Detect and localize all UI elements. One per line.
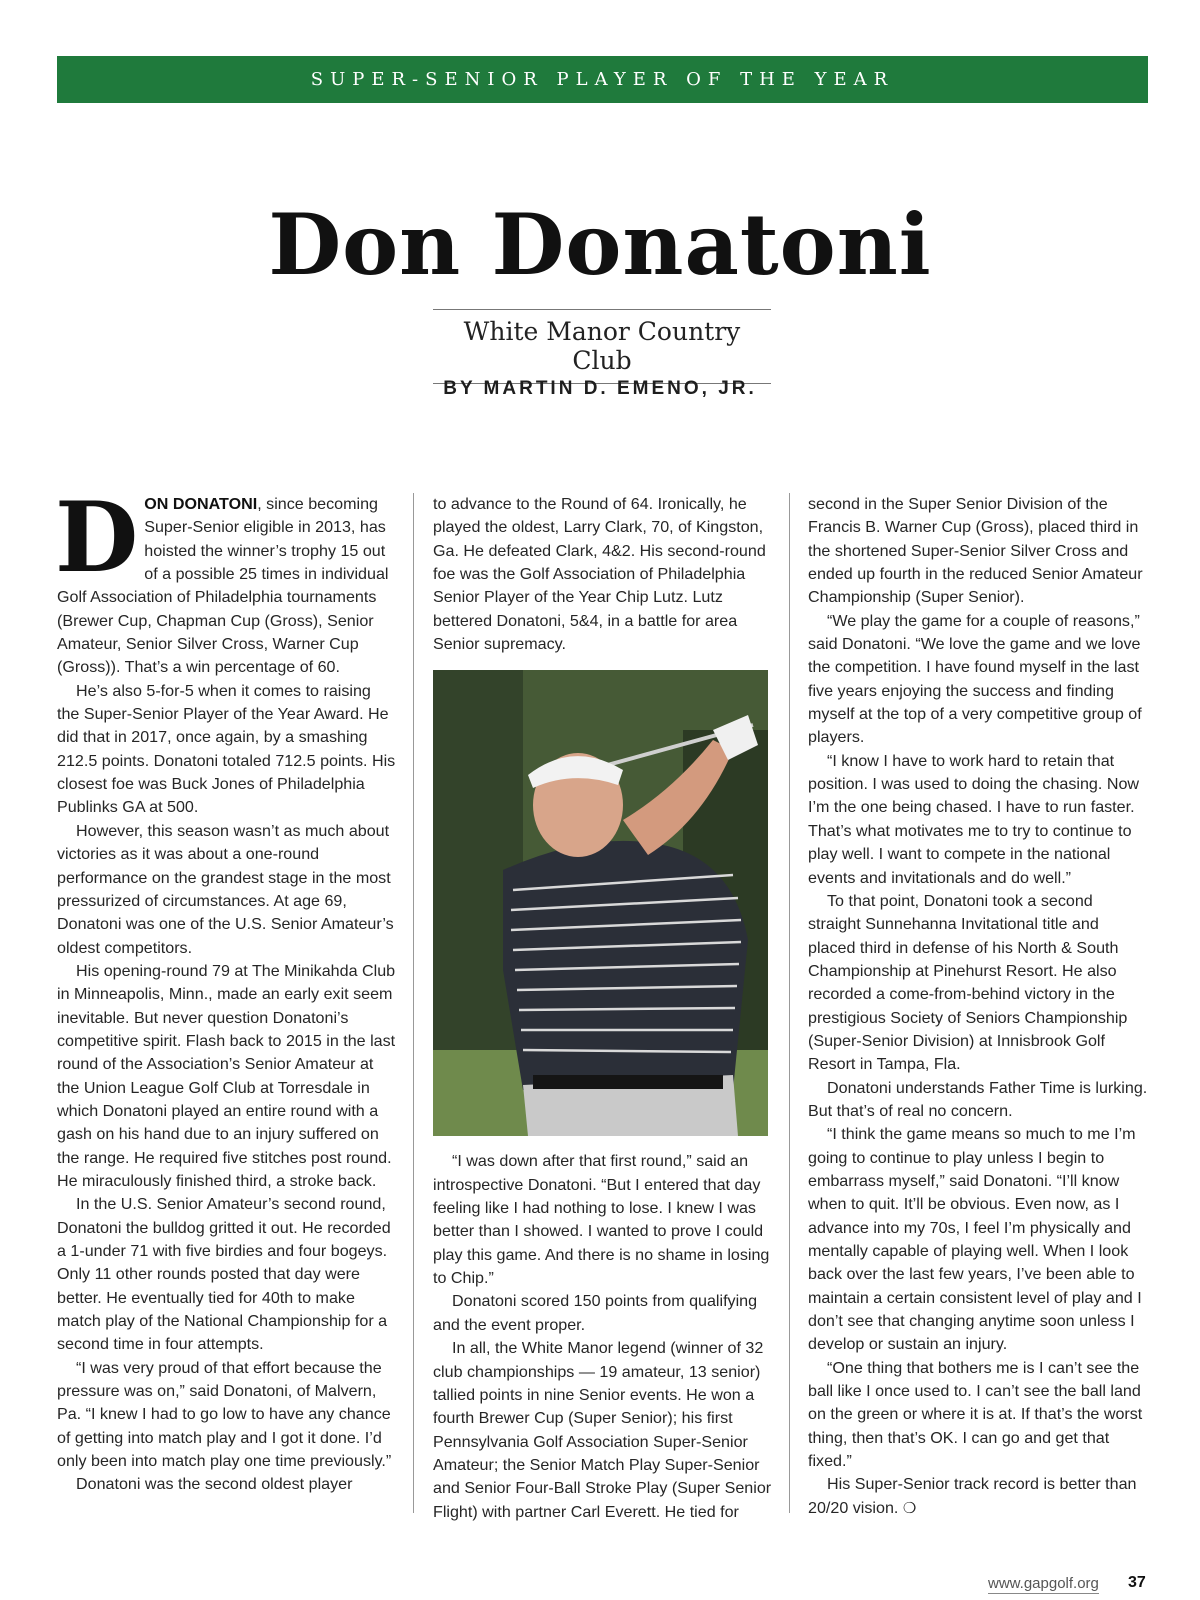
column-divider-2	[789, 493, 790, 1513]
drop-cap: D	[55, 481, 139, 594]
website-link[interactable]: www.gapgolf.org	[988, 1575, 1099, 1592]
section-banner-text: SUPER-SENIOR PLAYER OF THE YEAR	[310, 69, 895, 90]
article-column-1	[55, 481, 397, 1497]
paragraph: Donatoni scored 150 points from qualifying and the event proper.	[433, 1292, 758, 1334]
paragraph: “I was down after that first round,” said an introspective Donatoni. “But I entered that day feeling like I had nothing to lose. I knew I was better than I showed. I wanted to prove I could play this game. And there is no shame in losing to Chip.”	[433, 1152, 770, 1288]
section-banner	[57, 56, 1148, 103]
paragraph: Donatoni was the second oldest player	[76, 1475, 353, 1494]
paragraph: second in the Super Senior Division of the Francis B. Warner Cup (Gross), placed third in the shortened Super-Senior Silver Cross and ended up fourth in the reduced Senior Amateur Championship (Super Senior).	[808, 495, 1143, 607]
paragraph: In all, the White Manor legend (winner of 32 club championships — 19 amateur, 13 senior) tallied points in nine Senior events. He won a fourth Brewer Cup (Super Senior); his first Pennsylvania Golf Association Super-Senior Amateur; the Senior Match Play Super-Senior and Senior Four-Ball Stroke Play (Super Senior Flight) with partner Carl Everett. He tied for	[433, 1339, 772, 1521]
article-title: Don Donatoni	[268, 195, 932, 294]
byline: BY MARTIN D. EMENO, JR.	[443, 378, 757, 399]
paragraph: “One thing that bothers me is I can’t see the ball like I once used to. I can’t see the ball land on the green or where it is at. If that’s the worst thing, then that’s OK. I can go and get that fixed.”	[808, 1358, 1143, 1471]
paragraph: “We play the game for a couple of reasons,” said Donatoni. “We love the game and we love the competition. I have found myself in the last five years enjoying the success and finding myself at the top of a very competitive group of players.	[808, 611, 1142, 747]
paragraph	[55, 481, 397, 680]
club-subtitle: White Manor Country Club	[463, 317, 741, 375]
paragraph: “I think the game means so much to me I’m going to continue to play unless I begin to embarrass myself,” said Donatoni. “I’ll know when to quit. It’ll be obvious. Even now, as I advance into my 70s, I feel I’m physically and mentally capable of playing well. When I look back over the last few years, I’ve been able to maintain a certain consistent level of play and I don’t see that changing anytime soon unless I develop or sustain an injury.	[808, 1125, 1142, 1354]
paragraph: To that point, Donatoni took a second straight Sunnehanna Invitational title and placed third in defense of his North & South Championship at Pinehurst Resort. He also recorded a come-from-behind victory in the prestigious Society of Seniors Championship (Super-Senior Division) at Innisbrook Golf Resort in Tampa, Fla.	[808, 891, 1128, 1074]
closing-text: His Super-Senior track record is better than 20/20 vision.	[808, 1475, 1137, 1517]
paragraph: to advance to the Round of 64. Ironically, he played the oldest, Larry Clark, 70, of Kingston, Ga. He defeated Clark, 4&2. His second-round foe was the Golf Association of Philadelphia Senior Player of the Year Chip Lutz. Lutz bettered Donatoni, 5&4, in a battle for area Senior supremacy.	[433, 495, 766, 654]
paragraph: Donatoni understands Father Time is lurking. But that’s of real no concern.	[808, 1078, 1148, 1120]
article-column-2	[433, 493, 773, 1524]
paragraph: He’s also 5-for-5 when it comes to raising the Super-Senior Player of the Year Award. He did that in 2017, once again, by a smashing 212.5 points. Donatoni totaled 712.5 points. His closest foe was Buck Jones of Philadelphia Publinks GA at 500.	[57, 681, 396, 817]
page-number: 37	[1128, 1574, 1146, 1591]
end-mark-icon: ❍	[902, 1499, 917, 1517]
paragraph: His opening-round 79 at The Minikahda Club in Minneapolis, Minn., made an early exit seem inevitable. But never question Donatoni’s competitive spirit. Flash back to 2015 in the last round of the Association’s Senior Amateur at the Union League Golf Club at Torresdale in which Donatoni played an entire round with a gash on his hand due to an injury suffered on the range. He required five stitches post round. He miraculously finished third, a stroke back.	[57, 961, 396, 1190]
article-column-3	[808, 493, 1148, 1520]
paragraph: In the U.S. Senior Amateur’s second round, Donatoni the bulldog gritted it out. He recorded a 1-under 71 with five birdies and four bogeys. Only 11 other rounds posted that day were better. He eventually tied for 40th to make match play of the National Championship for a second time in four attempts.	[57, 1195, 391, 1354]
paragraph: “I know I have to work hard to retain that position. I was used to doing the chasing. Now I’m the one being chased. I have to run faster. That’s what motivates me to try to continue to play well. I want to compete in the national events and invitationals and do well.”	[808, 751, 1140, 887]
paragraph	[808, 1473, 1148, 1520]
paragraph-text: , since becoming Super-Senior eligible in 2013, has hoisted the winner’s trophy 15 out of a possible 25 times in individual Golf Association of Philadelphia tournaments (Brewer Cup, Chapman Cup (Gross), Senior Amateur, Senior Silver Cross, Warner Cup (Gross)). That’s a win percentage of 60.	[57, 495, 389, 677]
paragraph: However, this season wasn’t as much about victories as it was about a one-round performance on the grandest stage in the most pressurized of circumstances. At age 69, Donatoni was one of the U.S. Senior Amateur’s oldest competitors.	[57, 821, 394, 957]
golfer-photo	[433, 670, 768, 1136]
club-subtitle-box	[433, 309, 771, 384]
golfer-illustration	[433, 670, 768, 1136]
lead-name: ON DONATONI	[144, 495, 258, 513]
column-divider-1	[413, 493, 414, 1513]
paragraph: “I was very proud of that effort because the pressure was on,” said Donatoni, of Malvern, Pa. “I knew I had to go low to have any chance of getting into match play and I got it done. I’d only been into match play one time previously.”	[57, 1358, 392, 1471]
